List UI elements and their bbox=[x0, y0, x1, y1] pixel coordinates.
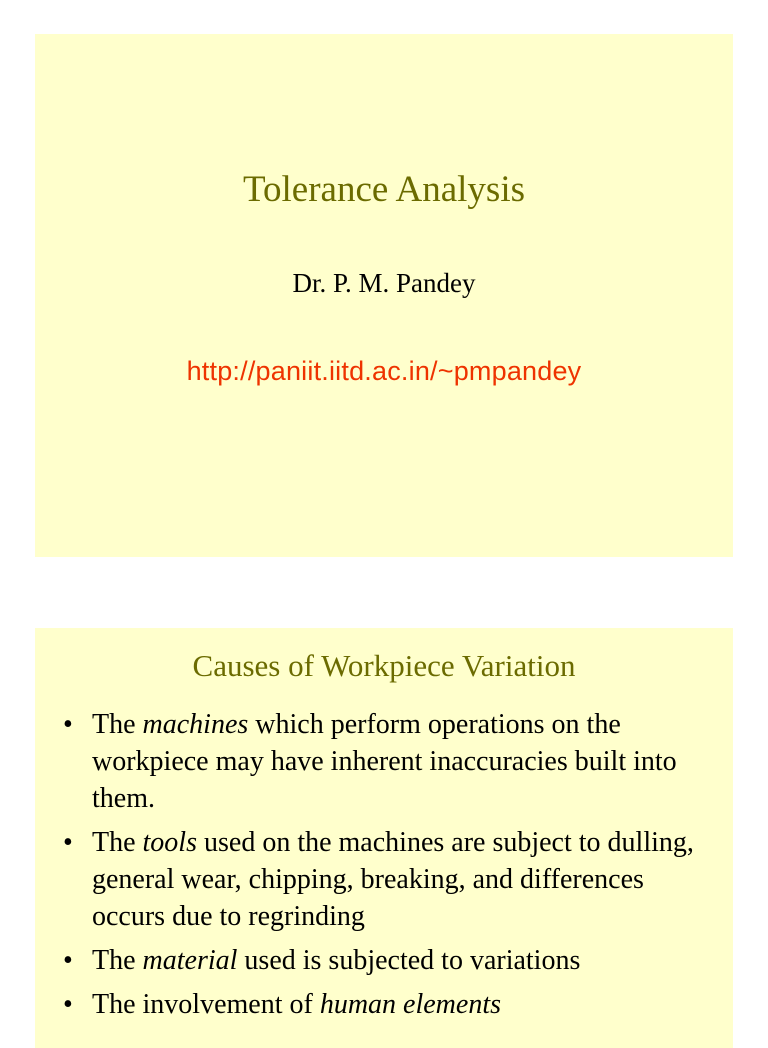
slide-title: Tolerance Analysis bbox=[242, 169, 526, 210]
bullet-item bbox=[35, 986, 733, 1023]
bullet-text-emphasis: tools bbox=[142, 827, 197, 858]
bullet-item bbox=[35, 824, 733, 935]
bullet-text-lead: The involvement of bbox=[92, 989, 320, 1020]
bullet-text-rest: which perform operations on the workpiece may have inherent inaccuracies built into them. bbox=[92, 709, 677, 814]
bullet-icon: • bbox=[63, 709, 73, 740]
bullet-text-lead: The bbox=[92, 945, 143, 976]
bullet-text-rest: used is subjected to variations bbox=[237, 945, 581, 976]
bullet-list bbox=[35, 706, 733, 1030]
bullet-text-emphasis: machines bbox=[142, 709, 249, 740]
bullet-text-emphasis: human elements bbox=[319, 989, 502, 1020]
bullet-text-lead: The bbox=[92, 709, 143, 740]
bullet-icon: • bbox=[63, 989, 73, 1020]
bullet-item bbox=[35, 706, 733, 817]
author-name: Dr. P. M. Pandey bbox=[292, 268, 476, 298]
bullet-item bbox=[35, 942, 733, 979]
author-url-link[interactable]: http://paniit.iitd.ac.in/~pmpandey bbox=[186, 356, 582, 386]
bullet-text-rest: used on the machines are subject to dulling, general wear, chipping, breaking, and differences occurs due to regrinding bbox=[92, 827, 694, 932]
bullet-icon: • bbox=[63, 827, 73, 858]
bullet-text-emphasis: material bbox=[142, 945, 238, 976]
content-slide bbox=[35, 628, 733, 1048]
slide-title: Causes of Workpiece Variation bbox=[192, 648, 576, 683]
bullet-icon: • bbox=[63, 945, 73, 976]
bullet-text-lead: The bbox=[92, 827, 143, 858]
title-slide bbox=[35, 34, 733, 557]
